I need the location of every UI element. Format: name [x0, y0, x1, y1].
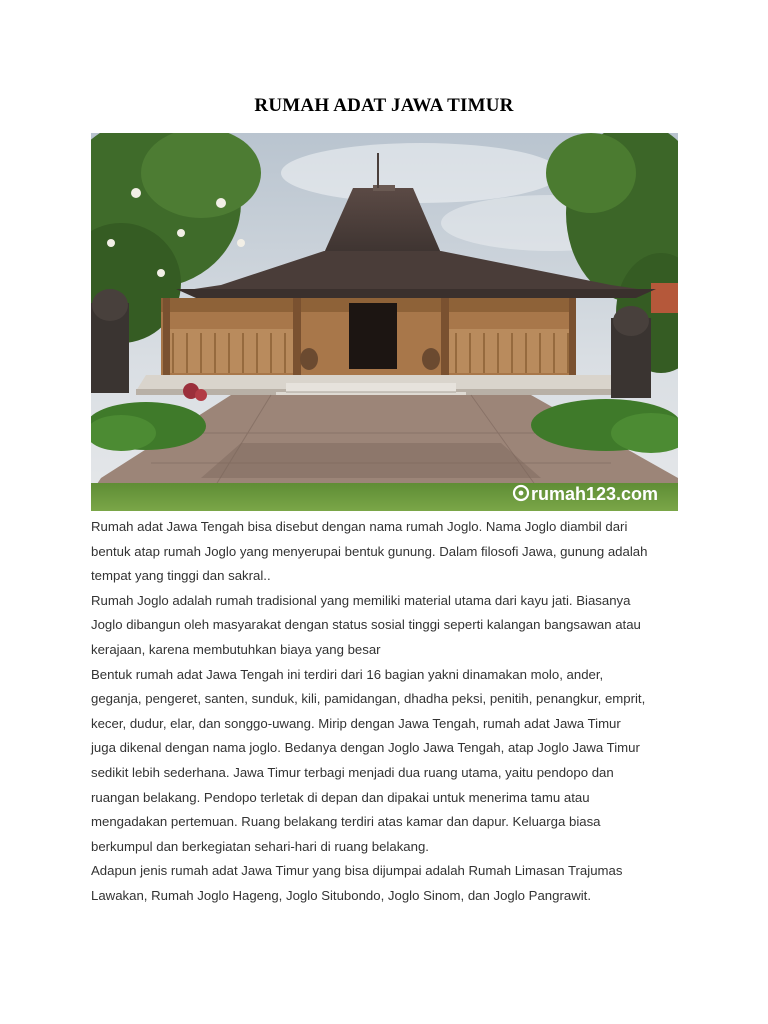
page-title: RUMAH ADAT JAWA TIMUR — [254, 95, 514, 116]
text-line: tempat yang tinggi dan sakral.. — [91, 568, 271, 584]
text-line: kerajaan, karena membutuhkan biaya yang besar — [91, 641, 381, 657]
text-line: Adapun jenis rumah adat Jawa Timur yang bisa dijumpai adalah Rumah Limasan Trajumas — [91, 863, 623, 879]
body-text — [91, 515, 691, 909]
text-line: kecer, dudur, elar, dan songgo-uwang. Mirip dengan Jawa Tengah, rumah adat Jawa Timur — [91, 715, 621, 731]
text-line: juga dikenal dengan nama joglo. Bedanya dengan Joglo Jawa Tengah, atap Joglo Jawa Timur — [91, 740, 640, 756]
text-line: geganja, pengeret, santen, sunduk, kili, pamidangan, dhadha peksi, penitih, penangkur, emprit, — [91, 691, 646, 707]
text-line: berkumpul dan berkegiatan sehari-hari di ruang belakang. — [91, 838, 429, 854]
text-line: mengadakan pertemuan. Ruang belakang terdiri atas kamar dan dapur. Keluarga biasa — [91, 814, 601, 830]
watermark-text: rumah123.com — [531, 484, 659, 504]
text-line: ruangan belakang. Pendopo terletak di depan dan dipakai untuk menerima tamu atau — [91, 789, 590, 805]
text-line: bentuk atap rumah Joglo yang menyerupai bentuk gunung. Dalam filosofi Jawa, gunung adalah — [91, 543, 648, 559]
text-line: Rumah adat Jawa Tengah bisa disebut dengan nama rumah Joglo. Nama Joglo diambil dari — [91, 519, 628, 534]
text-line: Rumah Joglo adalah rumah tradisional yang memiliki material utama dari kayu jati. Biasanya — [91, 592, 631, 608]
text-line: sedikit lebih sederhana. Jawa Timur terbagi menjadi dua ruang utama, yaitu pendopo dan — [91, 764, 614, 780]
text-line: Lawakan, Rumah Joglo Hageng, Joglo Situbondo, Joglo Sinom, dan Joglo Pangrawit. — [91, 887, 591, 903]
text-line: Joglo dibangun oleh masyarakat dengan status sosial tinggi seperti kalangan bangsawan atau — [91, 617, 641, 633]
rumah123-logo — [514, 484, 658, 504]
text-line: Bentuk rumah adat Jawa Tengah ini terdiri dari 16 bagian yakni dinamakan molo, ander, — [91, 666, 604, 682]
joglo-house-photo — [91, 133, 678, 511]
